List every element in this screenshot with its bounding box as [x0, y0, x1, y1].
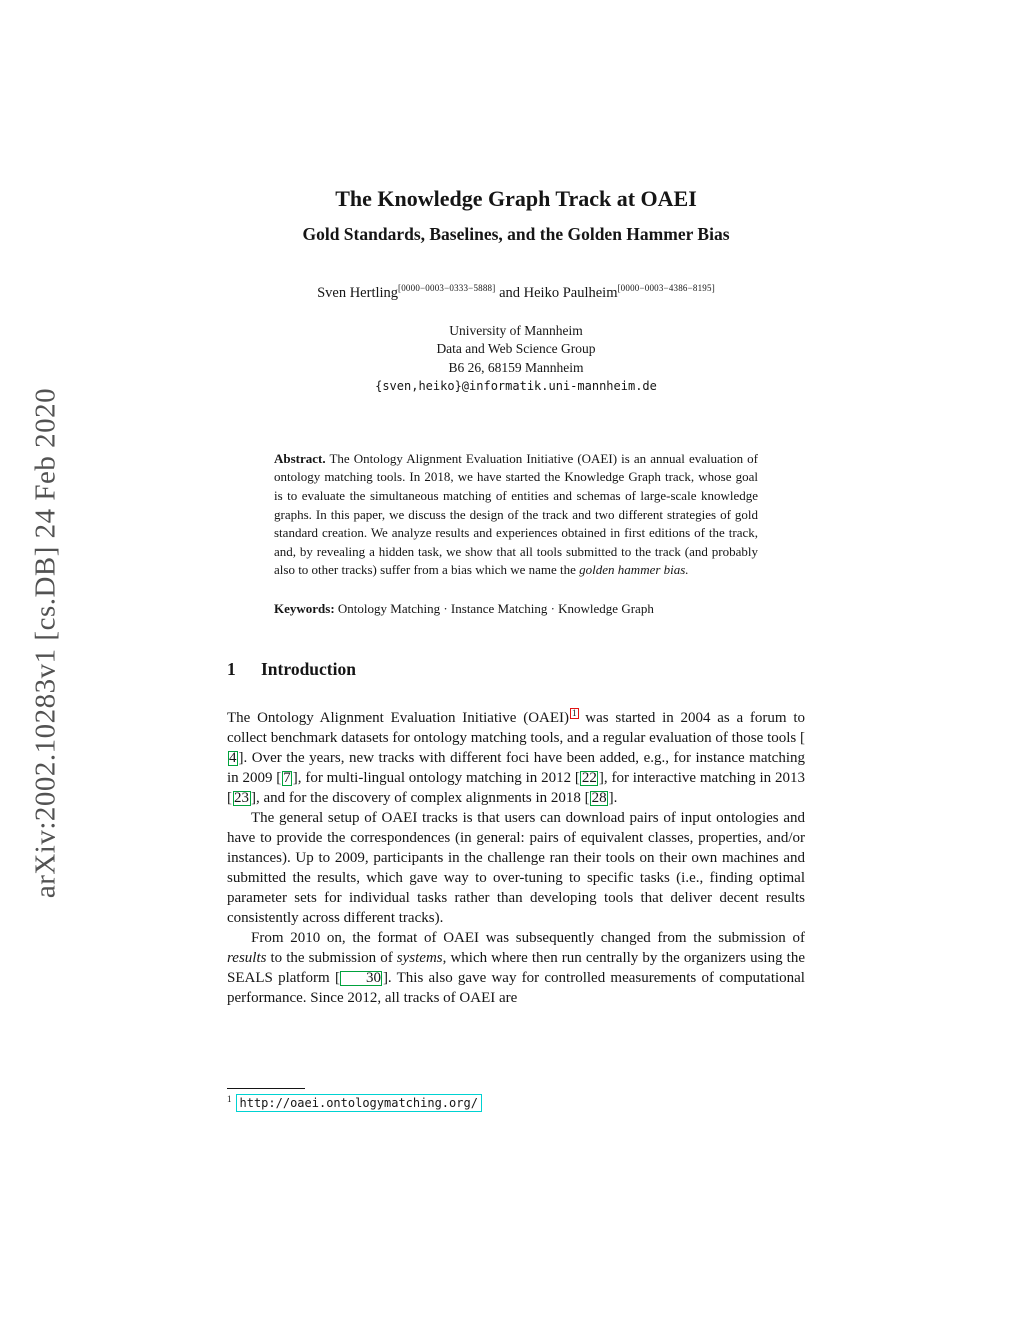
keywords-text: Ontology Matching · Instance Matching · Knowledge Graph [334, 600, 654, 616]
keywords-label: Keywords: [274, 600, 335, 616]
section-1-heading [227, 659, 805, 680]
citation-link[interactable]: 22 [581, 769, 597, 786]
affiliation-university: University of Mannheim [449, 322, 583, 338]
emphasis-text: golden hammer bias. [579, 562, 689, 578]
body-text: ]. [608, 789, 618, 806]
citation-link[interactable]: 4 [229, 749, 237, 766]
body-text: ]. This also gave way for controlled measurements of computational performance. Since 2012, all tracks of OAEI are [227, 969, 805, 1006]
body-text: was started in 2004 as a forum to collect benchmark datasets for ontology matching tools, and a regular evaluation of those tools [ [227, 709, 805, 746]
abstract-text [274, 451, 758, 578]
body-text: ]. Over the years, new tracks with different foci have been added, e.g., for instance matching in 2009 [ [227, 749, 805, 786]
authors-connector: and [495, 284, 524, 301]
authors-line [227, 283, 805, 302]
citation-link[interactable]: 28 [591, 789, 607, 806]
body-text: to the submission of [266, 949, 397, 966]
body-text: The Ontology Alignment Evaluation Initiative (OAEI) is an annual evaluation of ontology matching tools. In 2018, we have started the Knowledge Graph track, whose goal is to evaluate the simultaneous matching of entities and schemas of large-scale knowledge graphs. In this paper, we discuss the design of the track and two different strategies of gold standard creation. We analyze results and experiences obtained in first editions of the track, and, by revealing a hidden task, we show that all tools submitted to the track (and probably also to other tracks) suffer from a bias which we name the [274, 450, 758, 578]
paper-subtitle: Gold Standards, Baselines, and the Golden Hammer Bias [302, 224, 730, 244]
author-1-name: Sven Hertling [317, 284, 399, 301]
body-paragraph-2 [227, 808, 805, 928]
body-text: , which where then run centrally by the organizers using the SEALS platform [ [227, 949, 805, 986]
affiliation-block [227, 322, 805, 396]
citation-link[interactable]: 23 [234, 789, 249, 806]
footnote-area [227, 1088, 805, 1112]
body-text: From 2010 on, the format of OAEI was subsequently changed from the submission of [251, 929, 805, 946]
footnote-1-marker: 1 [227, 1094, 232, 1104]
affiliation-group: Data and Web Science Group [436, 341, 596, 357]
abstract-label: Abstract. [274, 450, 326, 466]
citation-link[interactable]: 30 [340, 971, 382, 986]
body-text: ], for interactive matching in 2013 [ [227, 769, 805, 806]
emphasis-text: systems [396, 949, 443, 966]
section-1-title: Introduction [261, 658, 356, 679]
footnote-1 [227, 1094, 805, 1112]
body-text: The Ontology Alignment Evaluation Initiative (OAEI) [227, 709, 570, 726]
body-paragraph-1 [227, 708, 805, 808]
body-paragraph-3 [227, 928, 805, 1008]
paper-content [227, 186, 805, 1008]
abstract-paragraph [274, 450, 758, 580]
author-2-orcid: [0000−0003−4386−8195] [617, 283, 715, 293]
arxiv-watermark: arXiv:2002.10283v1 [cs.DB] 24 Feb 2020 [29, 387, 62, 899]
author-2-name: Heiko Paulheim [523, 284, 618, 301]
body-text: ], and for the discovery of complex alignments in 2018 [ [251, 789, 590, 806]
emphasis-text: results [227, 949, 267, 966]
keywords-line [274, 600, 758, 619]
affiliation-email: {sven,heiko}@informatik.uni-mannheim.de [375, 379, 657, 394]
body-text: The general setup of OAEI tracks is that users can download pairs of input ontologies and have to provide the correspondences (in general: pairs of equivalent classes, properties, and/or instances). Up to 2009, participants in the challenge ran their tools on their own machines and submitted the results, which gave way to over-tuning to specific tasks (i.e., finding optimal parameter sets for individual tasks rather than developing tools that deliver decent results consistently across different tracks). [227, 809, 805, 926]
footnote-rule [227, 1088, 305, 1089]
author-1-orcid: [0000−0003−0333−5888] [398, 283, 496, 293]
footnote-1-url-link[interactable]: http://oaei.ontologymatching.org/ [236, 1094, 482, 1112]
footnote-ref-link[interactable]: 1 [572, 707, 577, 718]
affiliation-address: B6 26, 68159 Mannheim [448, 359, 584, 375]
paper-title: The Knowledge Graph Track at OAEI [335, 186, 697, 211]
body-text: ], for multi-lingual ontology matching in 2012 [ [292, 769, 580, 786]
section-1-number: 1 [227, 658, 236, 679]
citation-link[interactable]: 7 [283, 769, 291, 786]
